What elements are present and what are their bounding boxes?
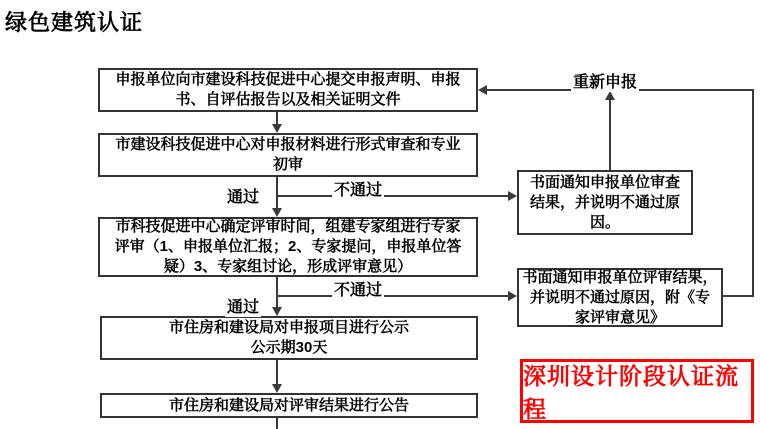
arrowhead-down-icon [272, 384, 282, 393]
edge-label-pass-2: 通过 [225, 294, 261, 317]
flow-node-expert-review [98, 217, 478, 277]
connector-fail1-branch [277, 195, 508, 197]
flow-node-notify-expert-result [517, 268, 723, 327]
flow-node-announcement [100, 393, 478, 418]
connector-right-vertical [752, 89, 754, 297]
node-text-line: 市建设科技促进中心对申报材料进行形式审查和专业 [115, 136, 461, 153]
flow-node-formal-review [98, 133, 478, 177]
node-text-line: 公示期30天 [250, 339, 328, 356]
node-text-line: 申报单位向市建设科技促进中心提交申报声明、申报 [115, 71, 461, 88]
arrowhead-down-icon [272, 307, 282, 316]
node-text-line: 初审 [272, 156, 303, 173]
node-text-line: 市科技促进中心确定评审时间，组建专家组进行专家 [115, 218, 461, 235]
node-text-line: 评审（1、申报单位汇报；2、专家提问，申报单位答 [114, 238, 462, 255]
connector-notify1-up [609, 100, 611, 170]
node-text-line: 市住房和建设局对评审结果进行公告 [168, 396, 409, 414]
flow-node-notify-review-result [517, 170, 693, 235]
edge-label-pass-1: 通过 [225, 184, 261, 207]
arrowhead-down-icon [272, 124, 282, 133]
connector-formal-to-expert [276, 177, 278, 209]
arrowhead-down-icon [272, 208, 282, 217]
node-text-line: 结果，并说明不通过原 [529, 193, 680, 211]
connector-publicity-to-announcement [276, 360, 278, 385]
page-title: 绿色建筑认证 [5, 10, 144, 35]
status-badge-shenzhen-design-stage: 深圳设计阶段认证流程 [520, 359, 754, 423]
arrowhead-up-icon [605, 91, 615, 100]
connector-expert-to-publicity [276, 277, 278, 308]
connector-announcement-down [276, 418, 278, 429]
connector-notify2-right [723, 295, 754, 297]
node-text-line: 市住房和建设局对申报项目进行公示 [168, 319, 409, 336]
flow-node-submit [98, 68, 478, 112]
node-text-line: 书面通知申报单位评审结果， [522, 268, 718, 286]
node-text-line: 因。 [589, 213, 620, 231]
node-text-line: 书、自评估报告以及相关证明文件 [175, 91, 401, 108]
node-text-line: 并说明不通过原因，附《专 [529, 288, 710, 306]
edge-label-fail-2: 不通过 [332, 277, 384, 300]
flow-node-publicity [100, 316, 478, 360]
node-text-line: 疑）3、专家组讨论，形成评审意见） [163, 258, 413, 275]
arrowhead-right-icon [508, 191, 517, 201]
connector-fail2-branch [277, 295, 508, 297]
edge-label-fail-1: 不通过 [332, 177, 384, 200]
arrowhead-left-icon [478, 85, 487, 95]
node-text-line: 家评审意见》 [574, 308, 665, 326]
edge-label-reapply: 重新申报 [571, 69, 639, 92]
node-text-line: 书面通知申报单位审查 [529, 173, 680, 191]
arrowhead-right-icon [508, 291, 517, 301]
